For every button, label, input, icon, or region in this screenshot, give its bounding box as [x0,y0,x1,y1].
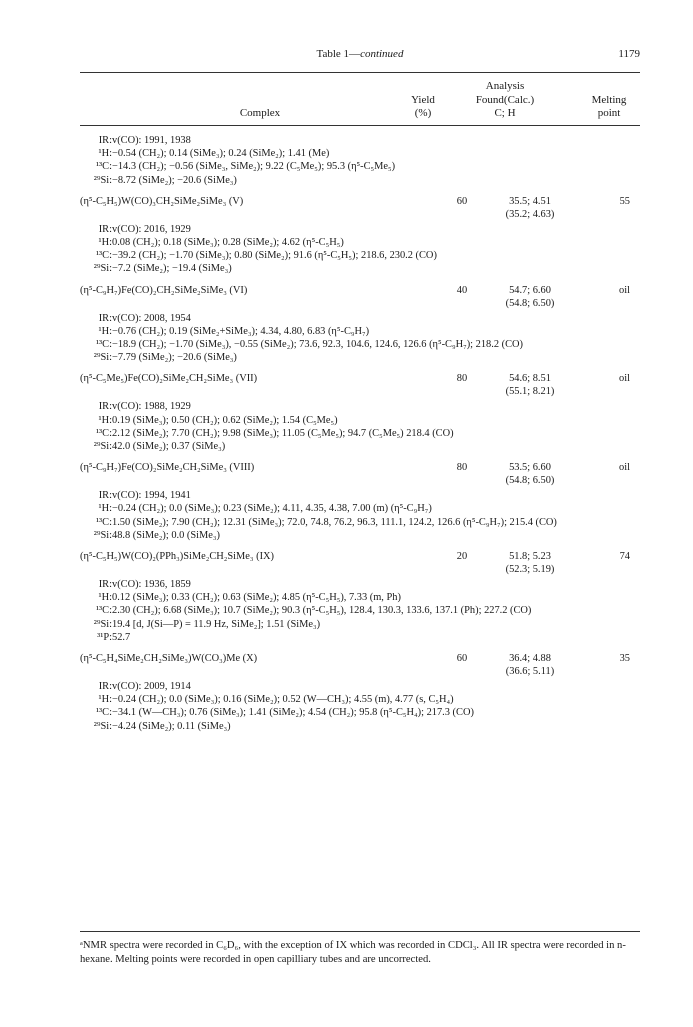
complex-name: (η⁵-C₉H₇)Fe(CO)₂CH₂SiMe₂SiMe₃ (VI) [80,284,248,296]
yield-value: 20 [456,551,468,563]
spectral-line [80,516,640,529]
nucleus-label: ¹H: [98,148,112,160]
spectral-line [80,440,640,453]
spectral-values: v(CO): 2016, 1929 [112,223,191,235]
melting-point-value: oil [619,373,630,385]
spectral-line [80,160,640,173]
nucleus-label: ²⁹Si: [93,618,112,630]
calc-value: (54.8; 6.50) [505,475,555,487]
running-head [80,48,640,66]
yield-value: 80 [456,373,468,385]
spectral-line [80,720,640,733]
calc-value: (54.8; 6.50) [505,297,555,309]
nucleus-label: IR: [98,401,112,413]
spectral-values: 1.50 (SiMe₂); 7.90 (CH₂); 12.31 (SiMe₃); 72.0, 74.8, 76.2, 96.3, 111.1, 124.2, 126.6 (η⁵-C₉H₇); 215.4 (CO) [112,516,557,528]
found-calc-header: Found(Calc.) C; H [475,94,535,119]
nucleus-label: IR: [98,490,112,502]
calc-value: (36.6; 5.11) [505,666,555,678]
calc-value: (35.2; 4.63) [505,208,555,220]
nucleus-label: IR: [98,579,112,591]
complex-row [80,550,640,578]
spectral-line [80,706,640,719]
spectral-line [80,680,640,693]
nucleus-label: ¹H: [98,503,112,515]
nucleus-label: ¹H: [98,414,112,426]
spectral-line [80,249,640,262]
spectral-data-block [80,223,640,276]
nucleus-label: ¹H: [98,592,112,604]
nucleus-label: ²⁹Si: [93,174,112,186]
nucleus-label: ¹H: [98,694,112,706]
spectral-values: 19.4 [d, J(Si—P) = 11.9 Hz, SiMe₂]; 1.51 (SiMe₃) [112,618,321,630]
complex-name: (η⁵-C₉H₇)Fe(CO)₂SiMe₂CH₂SiMe₃ (VIII) [80,462,255,474]
nucleus-label: ¹H: [98,237,112,249]
yield-value: 40 [456,284,468,296]
found-value: 54.7; 6.60 [509,284,551,296]
spectral-values: −4.24 (SiMe₂); 0.11 (SiMe₃) [112,720,231,732]
nucleus-label: IR: [98,223,112,235]
table-body [80,134,640,741]
complex-header: Complex [239,107,281,119]
spectral-values: v(CO): 1936, 1859 [112,579,191,591]
nucleus-label: IR: [98,135,112,146]
complex-row [80,195,640,223]
complex-name: (η⁵-C₅H₄SiMe₂CH₂SiMe₃)W(CO₃)Me (X) [80,653,258,665]
spectral-line [80,147,640,160]
spectral-values: −0.54 (CH₂); 0.14 (SiMe₃); 0.24 (SiMe₂); 1.41 (Me) [112,148,330,160]
melting-point-value: oil [619,462,630,474]
complex-row [80,284,640,312]
complex-row [80,652,640,680]
yield-value: 60 [456,653,468,665]
nucleus-label: ¹³C: [95,516,112,528]
spectral-values: 0.19 (SiMe₃); 0.50 (CH₂); 0.62 (SiMe₂); 1.54 (C₅Me₅) [112,414,338,426]
spectral-values: 52.7 [112,631,131,643]
table-footnote: ᵃNMR spectra were recorded in C₆D₆, with the exception of IX which was recorded in CDCl₃. All IR spectra were recorded in n-hexane. Melting points were recorded in open capilliary tubes and are uncorrected. [80,940,626,965]
found-value: 53.5; 6.60 [509,462,551,474]
spectral-values: 2.12 (SiMe₂); 7.70 (CH₂); 9.98 (SiMe₃); 11.05 (C₅Me₅); 94.7 (C₅Me₅) 218.4 (CO) [112,427,454,439]
nucleus-label: ²⁹Si: [93,263,112,275]
melting-point-value: oil [619,284,630,296]
spectral-values: 48.8 (SiMe₂); 0.0 (SiMe₃) [112,529,220,541]
nucleus-label: ¹H: [98,325,112,337]
spectral-data-block [80,489,640,542]
spectral-values: −7.2 (SiMe₂); −19.4 (SiMe₃) [112,263,232,275]
spectral-line [80,338,640,351]
found-value: 54.6; 8.51 [509,373,551,385]
spectral-values: −0.24 (CH₂); 0.0 (SiMe₃); 0.23 (SiMe₂); 4.11, 4.35, 4.38, 7.00 (m) (η⁵-C₉H₇) [112,503,432,515]
spectral-line [80,631,640,644]
spectral-values: −34.1 (W—CH₃); 0.76 (SiMe₃); 1.41 (SiMe₂); 4.54 (CH₂); 95.8 (η⁵-C₅H₄); 217.3 (CO) [112,707,474,719]
spectral-data-block [80,680,640,733]
spectral-values: −0.24 (CH₂); 0.0 (SiMe₃); 0.16 (SiMe₂); 0.52 (W—CH₃); 4.55 (m), 4.77 (s, C₅H₄) [112,694,454,706]
table-caption: Table 1—continued [316,48,404,60]
spectral-line [80,400,640,413]
spectral-values: 0.12 (SiMe₃); 0.33 (CH₂); 0.63 (SiMe₂); 4.85 (η⁵-C₅H₅), 7.33 (m, Ph) [112,592,401,604]
nucleus-label: ¹³C: [95,707,112,719]
found-value: 51.8; 5.23 [509,551,551,563]
spectral-data-block [80,578,640,644]
table-bottom-rule [80,931,640,932]
spectral-line [80,236,640,249]
nucleus-label: ¹³C: [95,427,112,439]
calc-value: (55.1; 8.21) [505,386,555,398]
complex-row [80,461,640,489]
spectral-values: −8.72 (SiMe₂); −20.6 (SiMe₃) [112,174,237,186]
nucleus-label: ¹³C: [95,339,112,351]
complex-name: (η⁵-C₅Me₅)Fe(CO)₂SiMe₂CH₂SiMe₃ (VII) [80,373,258,385]
spectral-line [80,174,640,187]
spectral-values: v(CO): 2008, 1954 [112,312,191,324]
page-number: 1179 [618,48,640,60]
spectral-line [80,489,640,502]
nucleus-label: ¹³C: [95,250,112,262]
spectral-values: −0.76 (CH₂); 0.19 (SiMe₂+SiMe₃); 4.34, 4.80, 6.83 (η⁵-C₉H₇) [112,325,370,337]
spectral-line [80,591,640,604]
nucleus-label: ²⁹Si: [93,529,112,541]
yield-value: 60 [456,195,468,207]
found-value: 36.4; 4.88 [509,653,551,665]
melting-point-value: 55 [619,195,630,207]
spectral-line [80,351,640,364]
nucleus-label: IR: [98,312,112,324]
spectral-line [80,578,640,591]
header-bottom-rule [80,125,640,126]
spectral-values: −39.2 (CH₂); −1.70 (SiMe₃); 0.80 (SiMe₂); 91.6 (η⁵-C₅H₅); 218.6, 230.2 (CO) [112,250,437,262]
spectral-line [80,693,640,706]
yield-value: 80 [456,462,468,474]
complex-row [80,372,640,400]
found-value: 35.5; 4.51 [509,195,551,207]
nucleus-label: ³¹P: [97,631,112,643]
spectral-line [80,312,640,325]
yield-header: Yield (%) [411,94,435,119]
spectral-data-block [80,400,640,453]
complex-name: (η⁵-C₅H₅)W(CO)₂(PPh₃)SiMe₂CH₂SiMe₃ (IX) [80,551,275,563]
melting-point-value: 35 [619,653,630,665]
analysis-header: Analysis [485,80,525,92]
spectral-values: v(CO): 2009, 1914 [112,681,191,693]
spectral-values: −14.3 (CH₂); −0.56 (SiMe₃, SiMe₂); 9.22 (C₅Me₅); 95.3 (η⁵-C₅Me₅) [112,161,396,173]
nucleus-label: ¹³C: [95,161,112,173]
spectral-line [80,262,640,275]
complex-name: (η⁵-C₅H₅)W(CO)₃CH₂SiMe₂SiMe₃ (V) [80,195,244,207]
spectral-line [80,223,640,236]
spectral-line [80,325,640,338]
spectral-data-block [80,134,640,187]
melting-point-header: Melting point [591,94,627,119]
spectral-line [80,618,640,631]
spectral-values: v(CO): 1994, 1941 [112,490,191,502]
spectral-line [80,529,640,542]
spectral-line [80,414,640,427]
spectral-line [80,134,640,147]
nucleus-label: ²⁹Si: [93,441,112,453]
nucleus-label: ²⁹Si: [93,352,112,364]
spectral-values: v(CO): 1991, 1938 [112,135,191,146]
spectral-values: −7.79 (SiMe₂); −20.6 (SiMe₃) [112,352,237,364]
nucleus-label: ²⁹Si: [93,720,112,732]
spectral-line [80,604,640,617]
spectral-values: 2.30 (CH₂); 6.68 (SiMe₃); 10.7 (SiMe₂); 90.3 (η⁵-C₅H₅), 128.4, 130.3, 133.6, 137.1 (Ph); 227.2 (CO) [112,605,532,617]
spectral-values: 0.08 (CH₂); 0.18 (SiMe₃); 0.28 (SiMe₂); 4.62 (η⁵-C₅H₅) [112,237,344,249]
spectral-data-block [80,312,640,365]
calc-value: (52.3; 5.19) [505,564,555,576]
melting-point-value: 74 [619,551,630,563]
nucleus-label: ¹³C: [95,605,112,617]
spectral-line [80,427,640,440]
table-top-rule [80,72,640,73]
spectral-line [80,502,640,515]
spectral-values: 42.0 (SiMe₂); 0.37 (SiMe₃) [112,441,226,453]
nucleus-label: IR: [98,681,112,693]
spectral-values: v(CO): 1988, 1929 [112,401,191,413]
spectral-values: −18.9 (CH₂); −1.70 (SiMe₃), −0.55 (SiMe₂); 73.6, 92.3, 104.6, 124.6, 126.6 (η⁵-C₉H₇); 218.2 (CO) [112,339,523,351]
